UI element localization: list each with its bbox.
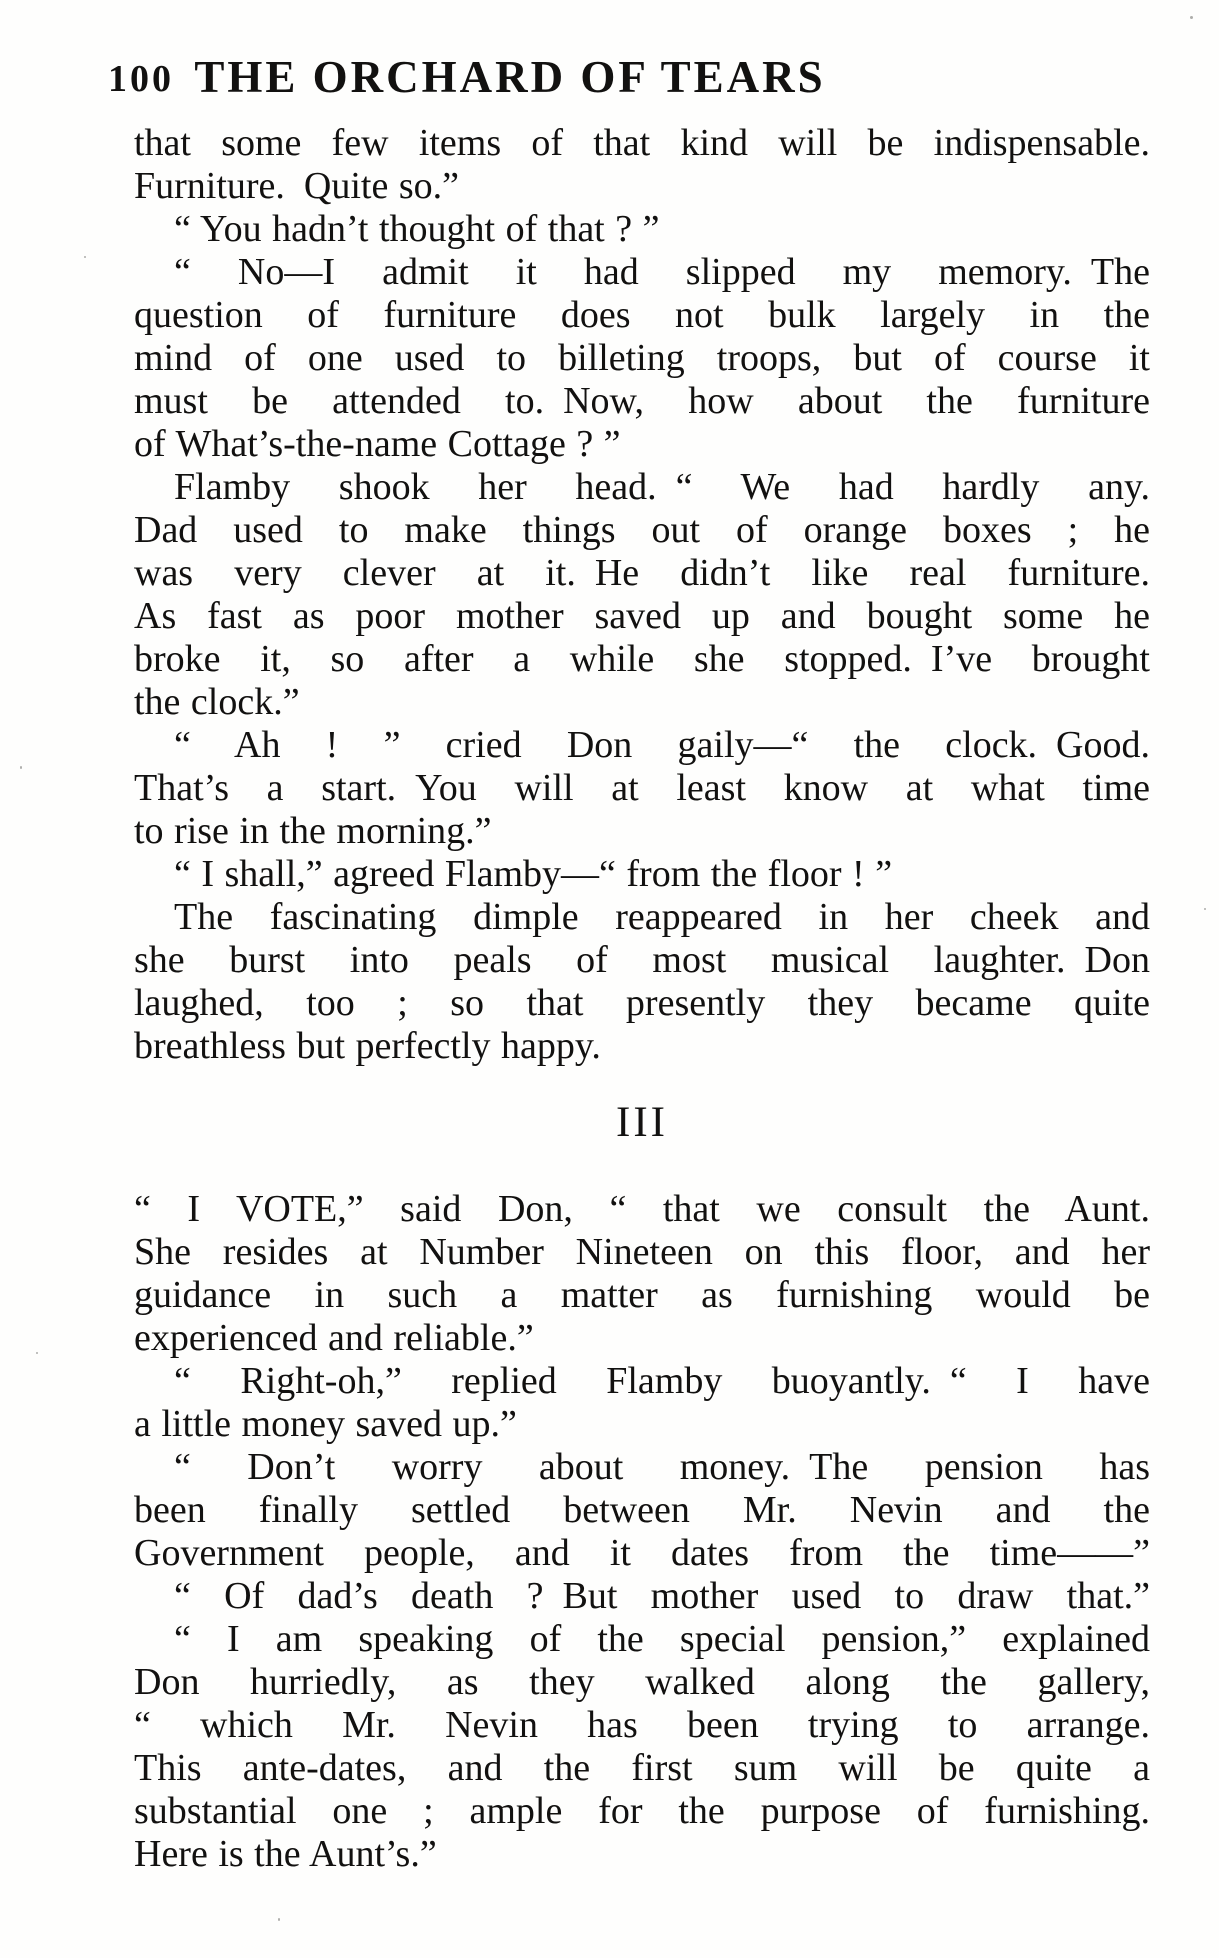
- paragraph: [134, 122, 1150, 208]
- text-line: guidance in such a matter as furnishing would be: [134, 1274, 1150, 1316]
- text-line: was very clever at it. He didn’t like real furniture.: [134, 552, 1150, 594]
- text-line: “ Right-oh,” replied Flamby buoyantly. “ I have: [174, 1360, 1150, 1402]
- paragraph: [134, 208, 1150, 251]
- scan-speckle: [36, 1352, 38, 1354]
- text-line: Flamby shook her head. “ We had hardly any.: [174, 466, 1150, 508]
- paragraph: [134, 896, 1150, 1068]
- paragraph: [134, 466, 1150, 724]
- text-line: to rise in the morning.”: [134, 810, 492, 852]
- text-line: That’s a start. You will at least know at what time: [134, 767, 1150, 809]
- text-line: broke it, so after a while she stopped. I’ve brought: [134, 638, 1150, 680]
- text-line: the clock.”: [134, 681, 300, 723]
- text-block: [134, 122, 1150, 1876]
- paragraph: [134, 1360, 1150, 1446]
- scan-speckle: [278, 1918, 280, 1921]
- paragraph: [134, 724, 1150, 853]
- section-heading: III: [616, 1099, 668, 1146]
- text-line: “ You hadn’t thought of that ? ”: [174, 208, 660, 250]
- text-line: She resides at Number Nineteen on this floor, and her: [134, 1231, 1150, 1273]
- page-title: THE ORCHARD OF TEARS: [194, 52, 826, 102]
- text-line: “ which Mr. Nevin has been trying to arrange.: [134, 1704, 1150, 1746]
- text-line: laughed, too ; so that presently they became quite: [134, 982, 1150, 1024]
- paragraph: [134, 251, 1150, 466]
- text-line: Don hurriedly, as they walked along the gallery,: [134, 1661, 1150, 1703]
- text-line: that some few items of that kind will be indispensable.: [134, 122, 1150, 164]
- text-line: must be attended to. Now, how about the furniture: [134, 380, 1150, 422]
- paragraph: [134, 1188, 1150, 1360]
- paragraph: [134, 1446, 1150, 1575]
- page-header: [0, 44, 1020, 100]
- text-line: “ Don’t worry about money. The pension has: [174, 1446, 1150, 1488]
- text-line: question of furniture does not bulk largely in the: [134, 294, 1150, 336]
- scan-speckle: [1204, 908, 1206, 910]
- scan-speckle: [20, 766, 22, 769]
- text-line: This ante-dates, and the first sum will be quite a: [134, 1747, 1150, 1789]
- text-line: Furniture. Quite so.”: [134, 165, 460, 207]
- paragraph: [134, 1575, 1150, 1618]
- text-line: breathless but perfectly happy.: [134, 1025, 601, 1067]
- text-line: The fascinating dimple reappeared in her cheek and: [174, 896, 1150, 938]
- scan-speckle: [84, 256, 86, 258]
- text-line: Dad used to make things out of orange boxes ; he: [134, 509, 1150, 551]
- text-line: “ I am speaking of the special pension,” explained: [174, 1618, 1150, 1660]
- text-line: “ Ah ! ” cried Don gaily—“ the clock. Good.: [174, 724, 1150, 766]
- paragraph: [134, 1618, 1150, 1876]
- text-line: “ I VOTE,” said Don, “ that we consult the Aunt.: [134, 1188, 1150, 1230]
- text-line: Here is the Aunt’s.”: [134, 1833, 437, 1875]
- text-line: “ No—I admit it had slipped my memory. The: [174, 251, 1150, 293]
- text-line: “ I shall,” agreed Flamby—“ from the floor ! ”: [174, 853, 893, 895]
- text-line: experienced and reliable.”: [134, 1317, 534, 1359]
- page-number: 100: [108, 58, 174, 100]
- paragraph: [134, 853, 1150, 896]
- text-line: of What’s-the-name Cottage ? ”: [134, 423, 621, 465]
- scan-speckle: [1190, 16, 1193, 19]
- text-line: mind of one used to billeting troops, but of course it: [134, 337, 1150, 379]
- text-line: she burst into peals of most musical laughter. Don: [134, 939, 1150, 981]
- text-line: a little money saved up.”: [134, 1403, 517, 1445]
- text-line: Government people, and it dates from the time——”: [134, 1532, 1150, 1574]
- text-line: “ Of dad’s death ? But mother used to draw that.”: [174, 1575, 1150, 1617]
- text-line: As fast as poor mother saved up and bought some he: [134, 595, 1150, 637]
- text-line: been finally settled between Mr. Nevin and the: [134, 1489, 1150, 1531]
- text-line: substantial one ; ample for the purpose of furnishing.: [134, 1790, 1150, 1832]
